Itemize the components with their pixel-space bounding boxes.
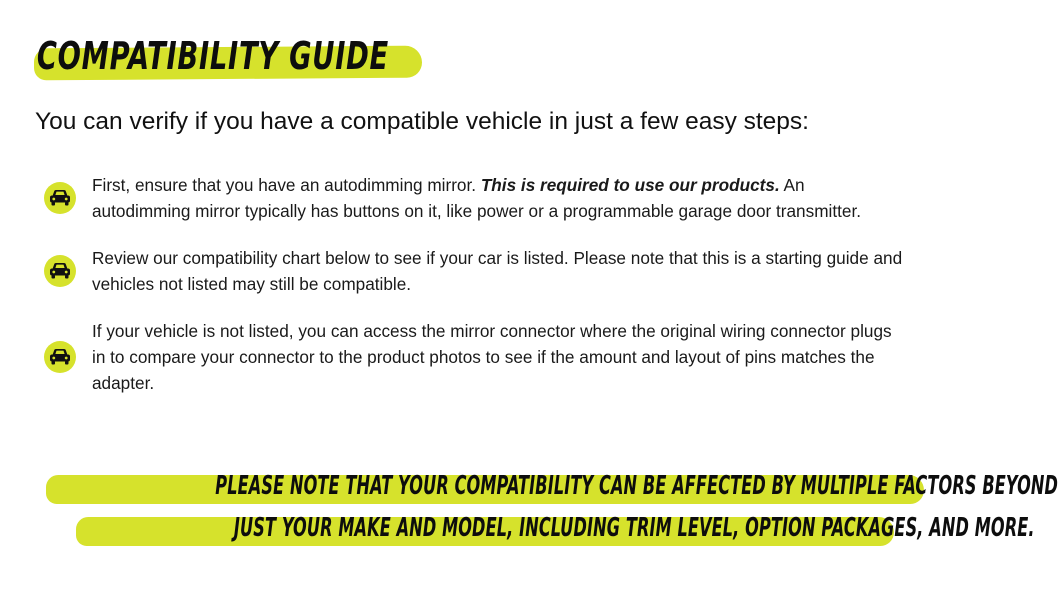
step-item-2 [44, 245, 904, 297]
note-text-1: PLEASE NOTE THAT YOUR COMPATIBILITY CAN BE AFFECTED BY MULTIPLE FACTORS BEYOND [215, 471, 1058, 501]
step-text-2: Review our compatibility chart below to see if your car is listed. Please note that this is a starting guide and vehicles not listed may still be compatible. [92, 248, 903, 294]
intro-text: You can verify if you have a compatible vehicle in just a few easy steps: [35, 108, 809, 135]
step-text-1-before: First, ensure that you have an autodimming mirror. [92, 175, 481, 195]
step-text-3: If your vehicle is not listed, you can access the mirror connector where the original wiring connector plugs in to compare your connector to the product photos to see if the amount and layout of pins matches the adapter. [92, 321, 892, 393]
compatibility-note [0, 466, 1058, 548]
step-item-3 [44, 318, 904, 396]
car-icon [44, 182, 76, 214]
step-text-1-emphasis: This is required to use our products. [480, 175, 780, 195]
car-icon [44, 341, 76, 373]
step-text-1-after: An autodimming mirror typically has buttons on it, like power or a programmable garage door transmitter. [92, 175, 862, 221]
note-line-1 [50, 466, 1058, 506]
note-line-2 [80, 508, 1035, 548]
step-item-1 [44, 172, 904, 224]
note-text-2: JUST YOUR MAKE AND MODEL, INCLUDING TRIM LEVEL, OPTION PACKAGES, AND MORE. [233, 513, 1035, 543]
car-icon [44, 255, 76, 287]
page-title: COMPATIBILITY GUIDE [36, 34, 389, 78]
step-text-1 [92, 172, 904, 224]
title-block [34, 33, 527, 79]
steps-list [44, 172, 904, 417]
